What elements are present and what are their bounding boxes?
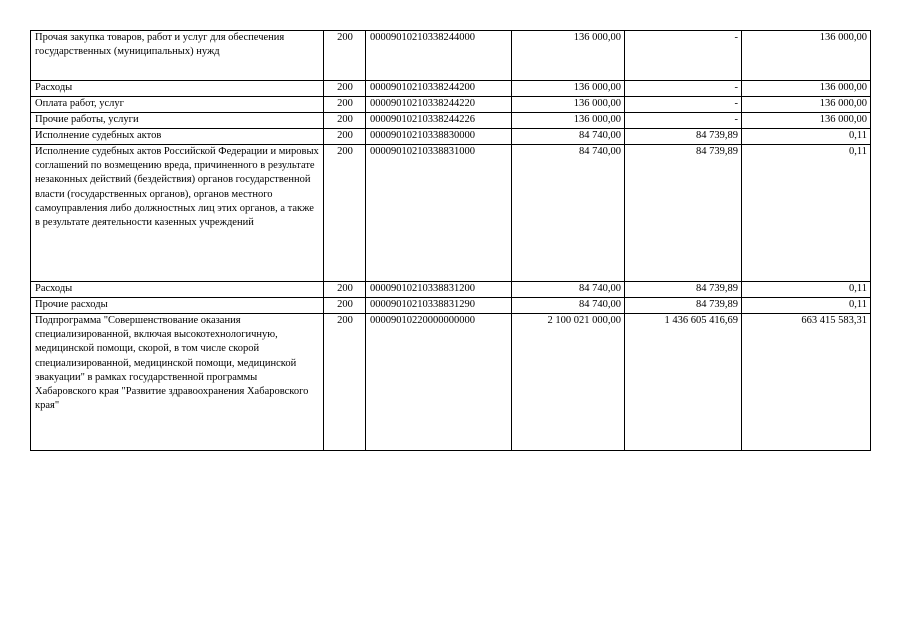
table-row — [31, 145, 871, 282]
row-kbk: 00009010210338244226 — [366, 113, 512, 129]
row-name: Исполнение судебных актов Российской Федерации и мировых соглашений по возмещению вреда, причиненного в результате незаконных действий (бездействия) органов государственной власти (государственных органов), органов местного самоуправления либо должностных лиц этих органов, а также в результате деятельности казенных учреждений — [31, 145, 324, 282]
row-kbk: 00009010210338244000 — [366, 31, 512, 81]
row-plan: 136 000,00 — [512, 113, 625, 129]
row-kbk: 00009010210338244200 — [366, 81, 512, 97]
row-rest: 136 000,00 — [742, 113, 871, 129]
row-kbk: 00009010210338831290 — [366, 298, 512, 314]
table-row — [31, 298, 871, 314]
row-exec: - — [625, 81, 742, 97]
budget-execution-table — [30, 30, 871, 451]
row-exec: 84 739,89 — [625, 298, 742, 314]
row-exec: 84 739,89 — [625, 282, 742, 298]
row-exec: 84 739,89 — [625, 145, 742, 282]
row-rest: 0,11 — [742, 145, 871, 282]
row-name: Подпрограмма "Совершенствование оказания специализированной, включая высокотехнологичную, медицинской помощи, скорой, в том числе скорой специализированной, медицинской помощи, медицинской эвакуации" в рамках государственной программы Хабаровского края "Развитие здравоохранения Хабаровского края" — [31, 314, 324, 451]
row-name: Прочие расходы — [31, 298, 324, 314]
row-plan: 84 740,00 — [512, 282, 625, 298]
row-plan: 84 740,00 — [512, 298, 625, 314]
row-plan: 84 740,00 — [512, 145, 625, 282]
row-kbk: 00009010210338244220 — [366, 97, 512, 113]
row-exec: 1 436 605 416,69 — [625, 314, 742, 451]
row-name: Прочие работы, услуги — [31, 113, 324, 129]
row-rest: 0,11 — [742, 129, 871, 145]
row-rest: 136 000,00 — [742, 97, 871, 113]
row-code: 200 — [324, 298, 366, 314]
row-name: Прочая закупка товаров, работ и услуг для обеспечения государственных (муниципальных) нужд — [31, 31, 324, 81]
row-plan: 136 000,00 — [512, 81, 625, 97]
table-row — [31, 81, 871, 97]
table-row — [31, 97, 871, 113]
row-rest: 663 415 583,31 — [742, 314, 871, 451]
table-row — [31, 282, 871, 298]
row-name: Исполнение судебных актов — [31, 129, 324, 145]
row-code: 200 — [324, 314, 366, 451]
row-plan: 136 000,00 — [512, 31, 625, 81]
row-plan: 84 740,00 — [512, 129, 625, 145]
table-row — [31, 113, 871, 129]
row-code: 200 — [324, 145, 366, 282]
row-kbk: 00009010210338830000 — [366, 129, 512, 145]
row-code: 200 — [324, 97, 366, 113]
row-rest: 136 000,00 — [742, 31, 871, 81]
row-exec: - — [625, 97, 742, 113]
row-code: 200 — [324, 129, 366, 145]
row-name: Расходы — [31, 282, 324, 298]
row-kbk: 00009010210338831000 — [366, 145, 512, 282]
row-name: Расходы — [31, 81, 324, 97]
row-kbk: 00009010210338831200 — [366, 282, 512, 298]
row-exec: 84 739,89 — [625, 129, 742, 145]
row-code: 200 — [324, 113, 366, 129]
row-rest: 136 000,00 — [742, 81, 871, 97]
table-row — [31, 314, 871, 451]
row-name: Оплата работ, услуг — [31, 97, 324, 113]
row-rest: 0,11 — [742, 282, 871, 298]
row-rest: 0,11 — [742, 298, 871, 314]
row-plan: 2 100 021 000,00 — [512, 314, 625, 451]
row-code: 200 — [324, 81, 366, 97]
row-code: 200 — [324, 31, 366, 81]
row-kbk: 00009010220000000000 — [366, 314, 512, 451]
row-code: 200 — [324, 282, 366, 298]
table-row — [31, 129, 871, 145]
row-exec: - — [625, 31, 742, 81]
table-row — [31, 31, 871, 81]
row-exec: - — [625, 113, 742, 129]
row-plan: 136 000,00 — [512, 97, 625, 113]
